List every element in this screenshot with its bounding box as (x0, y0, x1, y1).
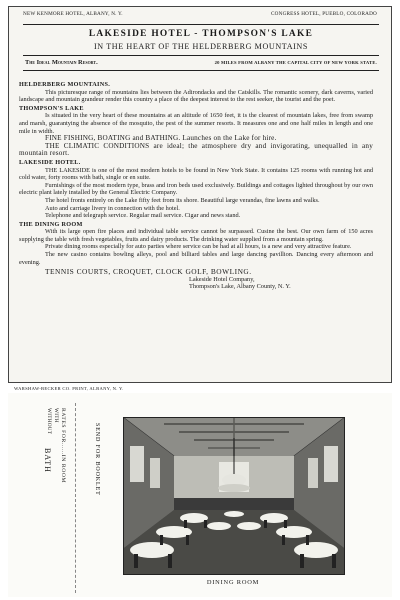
running-head-right: CONGRESS HOTEL, PUEBLO, COLORADO (271, 11, 377, 17)
para-lakeside: THE LAKESIDE is one of the most modern hotels to be found in New York State. It contains 125 rooms with running hot and cold water, forty rooms with bath, single or en suite. (19, 166, 373, 182)
signature-address: Thompson's Lake, Albany County, N. Y. (189, 283, 291, 291)
heading-dining-room: THE DINING ROOM (19, 220, 83, 228)
brochure-body (19, 80, 373, 291)
reply-card (8, 393, 392, 597)
para-dining: With its large open fire places and individual table service cannot be surpassed. Cusine the best. Our own farm of 150 acres supplying the table with fresh vegetables, fruits and dairy products. The drinking water supplied from a mountain spring. (19, 228, 373, 243)
without-label: WITHOUT (46, 408, 52, 435)
perforation-line (75, 403, 76, 593)
heading-lakeside-hotel: LAKESIDE HOTEL. (19, 158, 81, 166)
tagline-right: 20 MILES FROM ALBANY THE CAPITAL CITY OF NEW YORK STATE. (214, 60, 377, 65)
para-fishing: FINE FISHING, BOATING and BATHING. Launches on the Lake for hire. (45, 134, 277, 143)
para-verandas: The hotel fronts entirely on the Lake fifty feet from its shore. Beautiful large verandas, fine lawns and walks. (45, 196, 320, 204)
running-head-left: NEW KENMORE HOTEL, ALBANY, N. Y. (23, 11, 123, 17)
para-private-dining: Private dining rooms especially for auto parties where service can be had at all hours, is a new and very attractive feature. (45, 243, 352, 251)
hotel-title: LAKESIDE HOTEL - THOMPSON'S LAKE (88, 29, 314, 39)
dining-room-photo (123, 417, 345, 575)
para-furnishings: Furnishings of the most modern type, brass and iron beds used exclusively. Buildings and cottages lighted throughout by our own electric plant lately installed by the General Electric Company. (19, 181, 373, 197)
heading-thompsons-lake: THOMPSON'S LAKE (19, 104, 84, 112)
rates-label: RATES FOR......IN ROOM (60, 408, 66, 484)
hotel-subtitle: IN THE HEART OF THE HELDERBERG MOUNTAINS (94, 42, 308, 51)
para-livery: Auto and carriage livery in connection with the hotel. (45, 204, 180, 212)
send-booklet-label: SEND FOR BOOKLET (94, 423, 100, 496)
para-climate: THE CLIMATIC CONDITIONS are ideal; the atmosphere dry and invigorating, unequalled in any mountain resort. (19, 141, 373, 158)
para-lake: Is situated in the very heart of these mountains at an altitude of 1650 feet, it is the clearest of mountain lakes, free from swamp and marsh, guarantying the absence of the mosquito, the pest of the summer resorts. It measures one and one half miles in length and one mile in width. (19, 112, 373, 135)
para-helderberg: This picturesque range of mountains lies between the Adirondacks and the Catskills. The romantic scenery, dark caverns, varied landscape and mountain grandeur render this country a place of the deepest interest to the rest seeker, the tourist and the poet. (19, 88, 373, 104)
bath-label: BATH (43, 448, 52, 473)
para-casino: The new casino contains bowling alleys, pool and billiard tables and large dancing pavillion. Dancing every afternoon and evening. (19, 251, 373, 266)
dining-room-illustration (124, 418, 344, 574)
printer-imprint: WARSHAW-BECKER CO. PRINT, ALBANY, N. Y. (14, 386, 124, 391)
heading-helderberg: HELDERBERG MOUNTAINS. (19, 81, 111, 88)
with-label: WITH (53, 408, 59, 423)
tagline-bar (23, 58, 379, 71)
para-recreation: TENNIS COURTS, CROQUET, CLOCK GOLF, BOWLING. (45, 267, 252, 277)
signature-company: Lakeside Hotel Company, (189, 275, 255, 283)
photo-caption: DINING ROOM (206, 579, 260, 586)
para-telephone: Telephone and telegraph service. Regular mail service. Cigar and news stand. (45, 212, 241, 220)
title-block (23, 24, 379, 56)
tagline-left: The Ideal Mountain Resort. (25, 59, 98, 66)
